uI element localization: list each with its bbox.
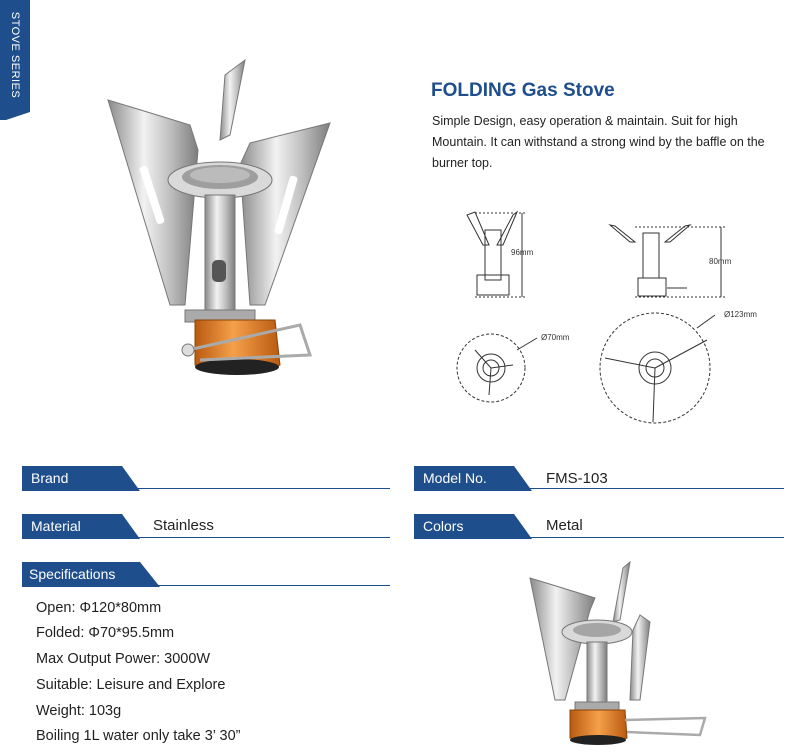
product-photo-secondary <box>525 560 715 750</box>
spec-power: Max Output Power: 3000W <box>36 651 211 667</box>
colors-label: Colors <box>423 518 464 534</box>
product-description: Simple Design, easy operation & maintain. Suit for high Mountain. It can withstand a strong wind by the baffle on the burner top. <box>432 114 765 170</box>
colors-tab <box>414 514 534 539</box>
specifications-label: Specifications <box>29 566 116 582</box>
model-value: FMS-103 <box>546 470 608 487</box>
dim-diameter-large: Ø123mm <box>724 310 757 319</box>
spec-boiling: Boiling 1L water only take 3’ 30” <box>36 728 241 744</box>
spec-open: Open: Φ120*80mm <box>36 600 162 616</box>
dim-diameter-small: Ø70mm <box>541 333 570 342</box>
material-rule <box>22 537 390 538</box>
specifications-tab <box>22 562 162 587</box>
material-value: Stainless <box>153 517 214 534</box>
material-tab <box>22 514 142 539</box>
specifications-rule <box>22 585 390 586</box>
dim-height-folded: 80mm <box>709 257 732 266</box>
colors-value: Metal <box>546 517 583 534</box>
brand-rule <box>22 488 390 489</box>
model-label: Model No. <box>423 470 487 486</box>
spec-weight: Weight: 103g <box>36 703 122 719</box>
spec-suitable: Suitable: Leisure and Explore <box>36 677 226 693</box>
product-photo-main <box>100 55 340 385</box>
series-ribbon-label: STOVE SERIES <box>9 11 21 99</box>
colors-rule <box>414 537 784 538</box>
brand-label: Brand <box>31 470 69 486</box>
material-label: Material <box>31 518 81 534</box>
model-rule <box>414 488 784 489</box>
dim-height-open: 96mm <box>511 248 534 257</box>
product-title: FOLDING Gas Stove <box>431 80 615 101</box>
spec-folded: Folded: Φ70*95.5mm <box>36 625 175 641</box>
